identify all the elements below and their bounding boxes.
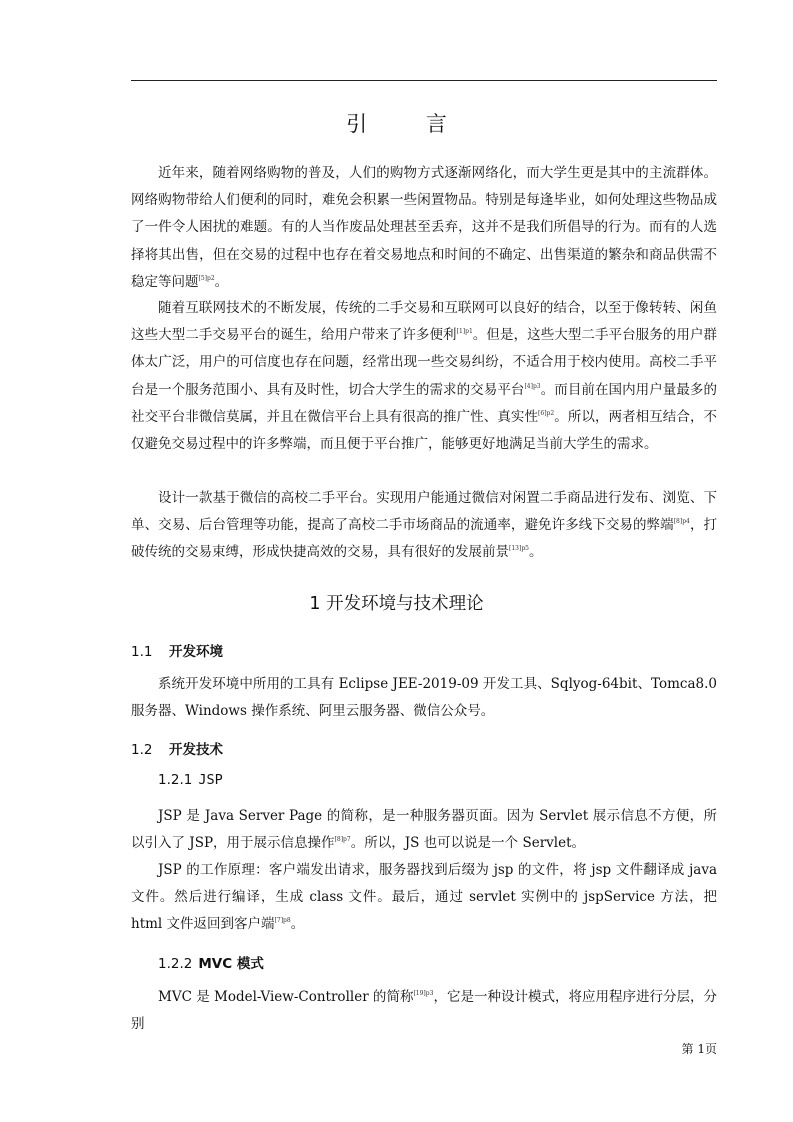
section-number: 1.2 xyxy=(131,742,153,758)
paragraph-text: 。所以，两者相互结合，不仅避免交易过程中的许多弊端，而且便于平台推广，能够更好地满足当前大学生的需求。 xyxy=(131,408,718,453)
citation: [8]p7 xyxy=(334,836,351,844)
section-number: 1.2.2 xyxy=(158,956,193,972)
section-title: MVC 模式 xyxy=(198,956,264,972)
paragraph-text: 。但是，这些大型二手平台服务的用户群体太广泛，用户的可信度也存在问题，经常出现一些交易纠纷，不适合用于校内使用。高校二手平台是一个服务范围小、具有及时性，切合大学生的需求的交易平台 xyxy=(131,327,718,398)
citation: [6]p2 xyxy=(538,409,555,417)
paragraph-text: 。而目前在国内用户量最多的社交平台非微信莫属，并且在微信平台上具有很高的推广性、真实性 xyxy=(131,381,718,425)
environment-paragraph: 系统开发环境中所用的工具有 Eclipse JEE-2019-09 开发工具、Sqlyog-64bit、Tomca8.0 服务器、Windows 操作系统、阿里云服务器、微信公众号。 xyxy=(131,676,717,720)
citation: [4]p3 xyxy=(524,382,541,390)
section-heading-1-2-2 xyxy=(158,952,264,972)
paragraph-text: 。 xyxy=(214,273,229,290)
paragraph-text: 随着互联网技术的不断发展，传统的二手交易和互联网可以良好的结合，以至于像转转、闲鱼这些大型二手交易平台的诞生，给用户带来了许多便利 xyxy=(131,300,717,344)
section-number: 1.1 xyxy=(131,644,153,660)
paragraph-text: ，它是一种设计模式，将应用程序进行分层，分别 xyxy=(131,989,717,1033)
section-title: 开发技术 xyxy=(169,742,223,758)
citation: [8]p4 xyxy=(673,518,690,526)
citation: [7]p8 xyxy=(274,917,291,925)
mvc-paragraph-1 xyxy=(131,984,717,1038)
paragraph-text: 设计一款基于微信的高校二手平台。实现用户能通过微信对闲置二手商品进行发布、浏览、下单、交易、后台管理等功能，提高了高校二手市场商品的流通率，避免许多线下交易的弊端 xyxy=(131,490,717,534)
paragraph-text: JSP 的工作原理：客户端发出请求，服务器找到后缀为 jsp 的文件，将 jsp 文件翻译成 java 文件。然后进行编译，生成 class 文件。最后，通过 servlet 实例中的 jspService 方法，把 html 文件返回到客户端 xyxy=(131,862,717,933)
paragraph-text: JSP 是 Java Server Page 的简称，是一种服务器页面。因为 Servlet 展示信息不方便，所以引入了 JSP，用于展示信息操作 xyxy=(131,808,717,852)
section-title: 开发环境 xyxy=(169,644,223,660)
section-number: 1.2.1 xyxy=(158,772,193,788)
paragraph-text: 近年来，随着网络购物的普及，人们的购物方式逐渐网络化，而大学生更是其中的主流群体。网络购物带给人们便利的同时，难免会积累一些闲置物品。特别是每逢毕业，如何处理这些物品成了一件令人困扰的难题。有的人当作废品处理甚至丢弃，这并不是我们所倡导的行为。而有的人选择将其出售，但在交易的过程中也存在着交易地点和时间的不确定、出售渠道的繁杂和商品供需不稳定等问题 xyxy=(131,165,717,290)
paragraph-text: MVC 是 Model-View-Controller 的简称 xyxy=(158,989,414,1005)
citation: [13]p5 xyxy=(509,545,529,553)
paragraph-text: 。所以，JS 也可以说是一个 Servlet。 xyxy=(350,835,586,852)
header-rule xyxy=(131,80,717,81)
paragraph-text: 。 xyxy=(528,544,543,561)
page-title: 引 言 xyxy=(346,112,473,136)
paragraph-text: ，打破传统的交易束缚，形成快捷高效的交易，具有很好的发展前景 xyxy=(131,517,718,561)
paragraph-text: 。 xyxy=(290,916,305,933)
section-title: JSP xyxy=(198,772,223,788)
citation: [19]p3 xyxy=(413,990,434,997)
intro-paragraph-1 xyxy=(131,160,717,296)
citation: [1]p1 xyxy=(456,328,473,336)
intro-paragraph-3 xyxy=(131,485,717,567)
section-heading-1-2-1 xyxy=(158,772,223,788)
jsp-paragraph-2 xyxy=(131,857,717,939)
citation: [5]p2 xyxy=(198,274,215,282)
section-heading-1-2 xyxy=(131,738,223,758)
section-heading-1-1 xyxy=(131,640,223,660)
jsp-paragraph-1 xyxy=(131,803,717,857)
intro-paragraph-2 xyxy=(131,295,717,458)
chapter-heading: 1 开发环境与技术理论 xyxy=(309,594,484,614)
page-number: 第 1页 xyxy=(681,1042,717,1056)
